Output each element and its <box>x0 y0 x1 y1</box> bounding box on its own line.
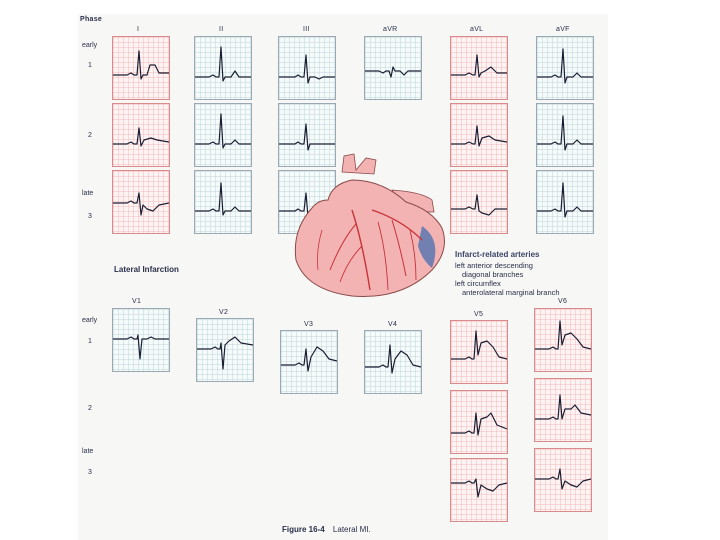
ecg-strip-III-1 <box>278 36 336 100</box>
ecg-strip-I-3 <box>112 170 170 234</box>
lead-label-V5: V5 <box>474 311 484 318</box>
ecg-strip-II-1 <box>194 36 252 100</box>
ecg-strip-V5-1 <box>450 320 508 384</box>
ecg-strip-V1-1 <box>112 308 170 372</box>
ecg-strip-V6-2 <box>534 378 592 442</box>
lead-label-V4: V4 <box>388 321 398 328</box>
ecg-strip-II-3 <box>194 170 252 234</box>
section-title: Lateral Infarction <box>114 265 179 274</box>
lead-label-aVL: aVL <box>470 26 484 33</box>
phase-header: Phase <box>80 16 103 23</box>
lead-label-V1: V1 <box>132 298 142 305</box>
figure-number: Figure 16-4 <box>282 525 325 534</box>
artery-item: left circumflex <box>455 279 501 288</box>
ecg-strip-aVR-1 <box>364 36 422 100</box>
artery-item: anterolateral marginal branch <box>462 288 560 297</box>
ecg-strip-aVF-3 <box>536 170 594 234</box>
ecg-strip-V5-3 <box>450 458 508 522</box>
phase-label-early: early <box>82 317 98 324</box>
phase-label-late: late <box>82 190 94 197</box>
phase-number-2: 2 <box>88 405 92 412</box>
lead-label-V2: V2 <box>219 309 229 316</box>
ecg-strip-aVL-1 <box>450 36 508 100</box>
lead-label-I: I <box>137 26 140 33</box>
heart-illustration <box>282 150 462 306</box>
phase-label-late: late <box>82 448 94 455</box>
lead-label-aVR: aVR <box>383 26 398 33</box>
ecg-strip-V6-1 <box>534 308 592 372</box>
ecg-strip-aVF-2 <box>536 103 594 167</box>
phase-label-early: early <box>82 42 98 49</box>
ecg-strip-V6-3 <box>534 448 592 512</box>
artery-item: diagonal branches <box>462 270 524 279</box>
phase-number-3: 3 <box>88 469 92 476</box>
phase-number-2: 2 <box>88 132 92 139</box>
phase-number-1: 1 <box>88 62 92 69</box>
arteries-title: Infarct-related arteries <box>455 250 540 259</box>
ecg-strip-V3-1 <box>280 330 338 394</box>
figure-title: Lateral MI. <box>332 525 371 534</box>
ecg-strip-aVF-1 <box>536 36 594 100</box>
artery-item: left anterior descending <box>455 261 533 270</box>
figure-caption <box>282 525 371 534</box>
lead-label-II: II <box>219 26 224 33</box>
lead-label-V3: V3 <box>304 321 314 328</box>
ecg-strip-II-2 <box>194 103 252 167</box>
ecg-strip-V4-1 <box>364 330 422 394</box>
lead-label-III: III <box>303 26 310 33</box>
ecg-strip-V2-1 <box>196 318 254 382</box>
phase-number-3: 3 <box>88 213 92 220</box>
ecg-strip-V5-2 <box>450 390 508 454</box>
phase-number-1: 1 <box>88 338 92 345</box>
ecg-strip-I-1 <box>112 36 170 100</box>
ecg-strip-I-2 <box>112 103 170 167</box>
lead-label-V6: V6 <box>558 298 568 305</box>
lead-label-aVF: aVF <box>556 26 570 33</box>
